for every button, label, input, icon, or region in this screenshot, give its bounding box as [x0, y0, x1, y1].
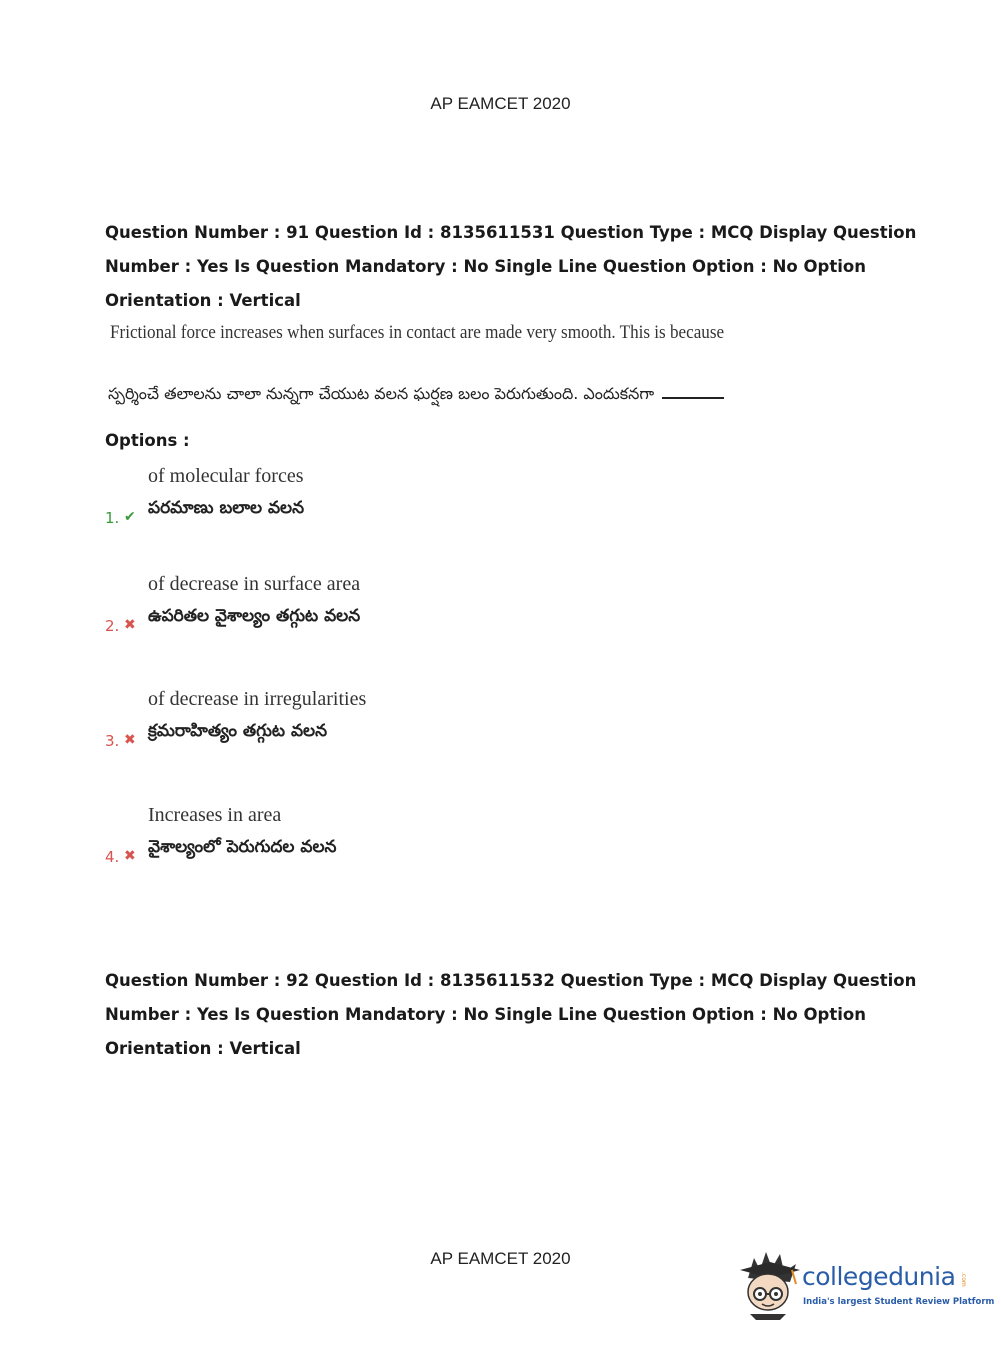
question-91-meta-line-3: Orientation : Vertical: [105, 291, 301, 310]
option-1-number: 1.: [105, 509, 120, 527]
option-3: [105, 688, 605, 768]
option-2-english: of decrease in surface area: [148, 573, 361, 595]
page-header: AP EAMCET 2020: [430, 94, 571, 113]
option-1: [105, 465, 605, 545]
cross-icon: ✖: [124, 732, 136, 748]
question-92-meta-line-1: Question Number : 92 Question Id : 8135611532 Question Type : MCQ Display Question: [105, 971, 917, 990]
answer-blank: [662, 397, 724, 399]
option-4-english: Increases in area: [148, 804, 282, 826]
check-icon: ✔: [124, 509, 136, 525]
mascot-icon: [740, 1248, 802, 1320]
cross-icon: ✖: [124, 617, 136, 633]
option-2-telugu: ఉపరితల వైశాల్యం తగ్గుట వలన: [148, 606, 361, 626]
question-91-meta-line-2: Number : Yes Is Question Mandatory : No Single Line Question Option : No Option: [105, 257, 866, 276]
collegedunia-logo: [740, 1248, 995, 1320]
option-2: [105, 573, 605, 653]
question-91-text-english: Frictional force increases when surfaces in contact are made very smooth. This is because: [110, 322, 725, 343]
option-4-telugu: వైశాల్యంలో పెరుగుదల వలన: [148, 837, 337, 857]
question-92-meta-line-3: Orientation : Vertical: [105, 1039, 301, 1058]
question-91-meta-line-1: Question Number : 91 Question Id : 8135611531 Question Type : MCQ Display Question: [105, 223, 917, 242]
options-label: Options :: [105, 431, 190, 450]
question-92-meta: [105, 964, 917, 1066]
logo-brand: collegedunia: [802, 1262, 956, 1291]
option-3-english: of decrease in irregularities: [148, 688, 367, 710]
logo-tagline: India's largest Student Review Platform: [803, 1297, 995, 1307]
question-91-text-telugu: [108, 384, 724, 407]
option-4: [105, 804, 605, 884]
option-4-number: 4.: [105, 848, 120, 866]
logo-dotcom: .com: [960, 1272, 967, 1287]
question-92-meta-line-2: Number : Yes Is Question Mandatory : No Single Line Question Option : No Option: [105, 1005, 866, 1024]
option-3-telugu: క్రమరాహిత్యం తగ్గుట వలన: [148, 721, 328, 741]
option-2-number: 2.: [105, 617, 120, 635]
question-91-text-telugu-label: స్పర్శించే తలాలను చాలా నున్నగా చేయుట వలన ఘర్షణ బలం పెరుగుతుంది. ఎందుకనగా: [108, 384, 655, 403]
option-3-number: 3.: [105, 732, 120, 750]
page-footer: AP EAMCET 2020: [430, 1249, 571, 1268]
option-1-telugu: పరమాణు బలాల వలన: [148, 498, 305, 518]
cross-icon: ✖: [124, 848, 136, 864]
question-91-meta: [105, 216, 917, 318]
option-1-english: of molecular forces: [148, 465, 304, 487]
